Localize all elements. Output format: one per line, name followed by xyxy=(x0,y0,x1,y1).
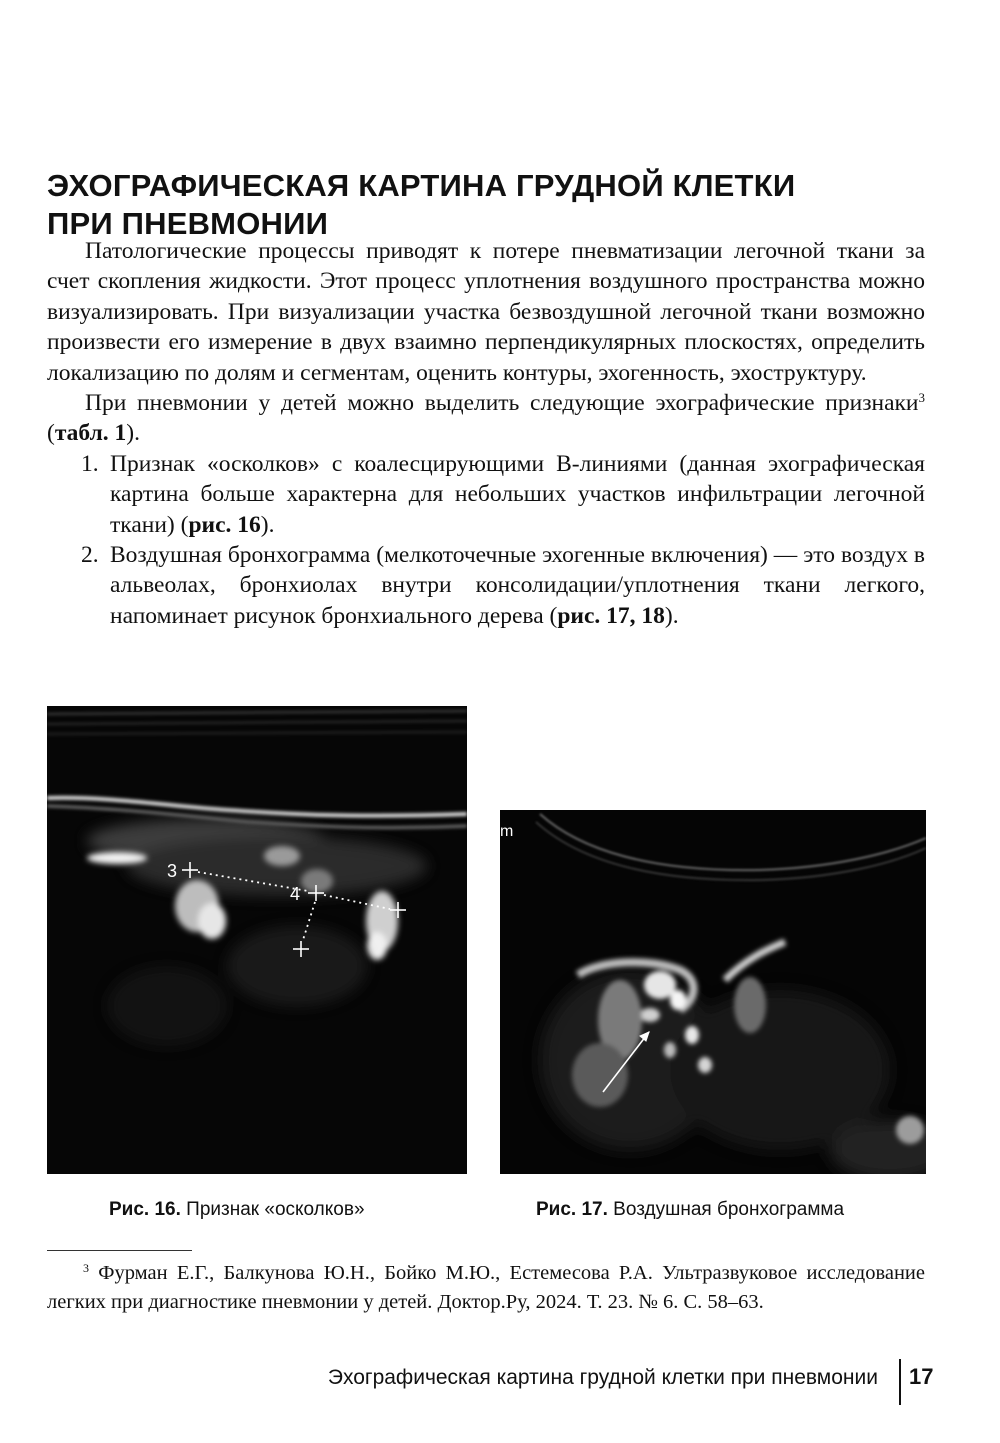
footnote-ref-3: 3 xyxy=(918,390,925,406)
section-heading-line-1: ЭХОГРАФИЧЕСКАЯ КАРТИНА ГРУДНОЙ КЛЕТКИ xyxy=(47,167,796,203)
list-item-text: Воздушная бронхограмма (мелкоточечные эхогенные включения) — это воздух в альвеолах, бронхиолах внутри консолидации/уплотнения ткани легкого, напоминает рисунок бронхиального дерева ( xyxy=(110,542,925,629)
list-item-text: Признак «осколков» с коалесцирующими В-линиями (данная эхографическая картина больше характерна для небольших участков инфильтрации легочной ткани) ( xyxy=(110,450,925,538)
figure-16-caption xyxy=(109,1198,365,1222)
page-number: 17 xyxy=(909,1364,934,1389)
footer-divider xyxy=(899,1359,901,1405)
list-item-close: ). xyxy=(260,511,275,538)
section-heading-line-2: ПРИ ПНЕВМОНИИ xyxy=(47,205,329,241)
paragraph-2-text: При пневмонии у детей можно выделить следующие эхографические признаки xyxy=(85,390,919,417)
footnote-divider xyxy=(47,1250,192,1251)
footnote-text: Фурман Е.Г., Балкунова Ю.Н., Бойко М.Ю., Естемесова Р.А. Ультразвуковое исследование легких при диагностике пневмонии у детей. Доктор.Ру, 2024. Т. 23. № 6. С. 58–63. xyxy=(47,1262,925,1313)
figure-reference: рис. 16 xyxy=(188,511,261,538)
figure-17-caption xyxy=(536,1198,844,1222)
ultrasound-image-17 xyxy=(500,810,926,1174)
figure-reference: рис. 17, 18 xyxy=(557,602,665,629)
paragraph-2 xyxy=(47,388,925,449)
figure-16-caption-text: Признак «осколков» xyxy=(186,1199,365,1220)
caliper-label-3: 3 xyxy=(167,861,178,881)
list-item-number: 2. xyxy=(81,542,99,569)
section-heading xyxy=(47,167,927,243)
list-item-number: 1. xyxy=(81,450,99,477)
figure-17-caption-text: Воздушная бронхограмма xyxy=(613,1199,845,1220)
corner-label: m xyxy=(500,823,514,840)
paragraph-2-ref-close: ). xyxy=(126,420,140,447)
list-item xyxy=(47,540,925,631)
figure-16-caption-label: Рис. 16. xyxy=(109,1199,181,1220)
running-footer-title: Эхографическая картина грудной клетки при пневмонии xyxy=(327,1366,878,1389)
body-text xyxy=(47,236,925,631)
paragraph-2-ref-open: ( xyxy=(47,420,55,447)
ultrasound-figure-17 xyxy=(500,810,926,1174)
list-item xyxy=(47,449,925,540)
footnote xyxy=(47,1259,925,1317)
ultrasound-figure-16 xyxy=(47,706,467,1174)
ultrasound-image-16 xyxy=(47,706,467,1174)
signs-list xyxy=(47,449,925,631)
caliper-label-4: 4 xyxy=(290,884,301,904)
table-reference: табл. 1 xyxy=(54,420,127,447)
list-item-close: ). xyxy=(664,602,679,629)
paragraph-1: Патологические процессы приводят к потере пневматизации легочной ткани за счет скопления жидкости. Этот процесс уплотнения воздушного пространства можно визуализировать. При визуализации участка безвоздушной легочной ткани возможно произвести его измерение в двух взаимно перпендикулярных плоскостях, определить локализацию по долям и сегментам, оценить контуры, эхогенность, эхоструктуру. xyxy=(47,238,925,386)
figure-17-caption-label: Рис. 17. xyxy=(536,1199,608,1220)
footnote-number: 3 xyxy=(83,1261,89,1275)
